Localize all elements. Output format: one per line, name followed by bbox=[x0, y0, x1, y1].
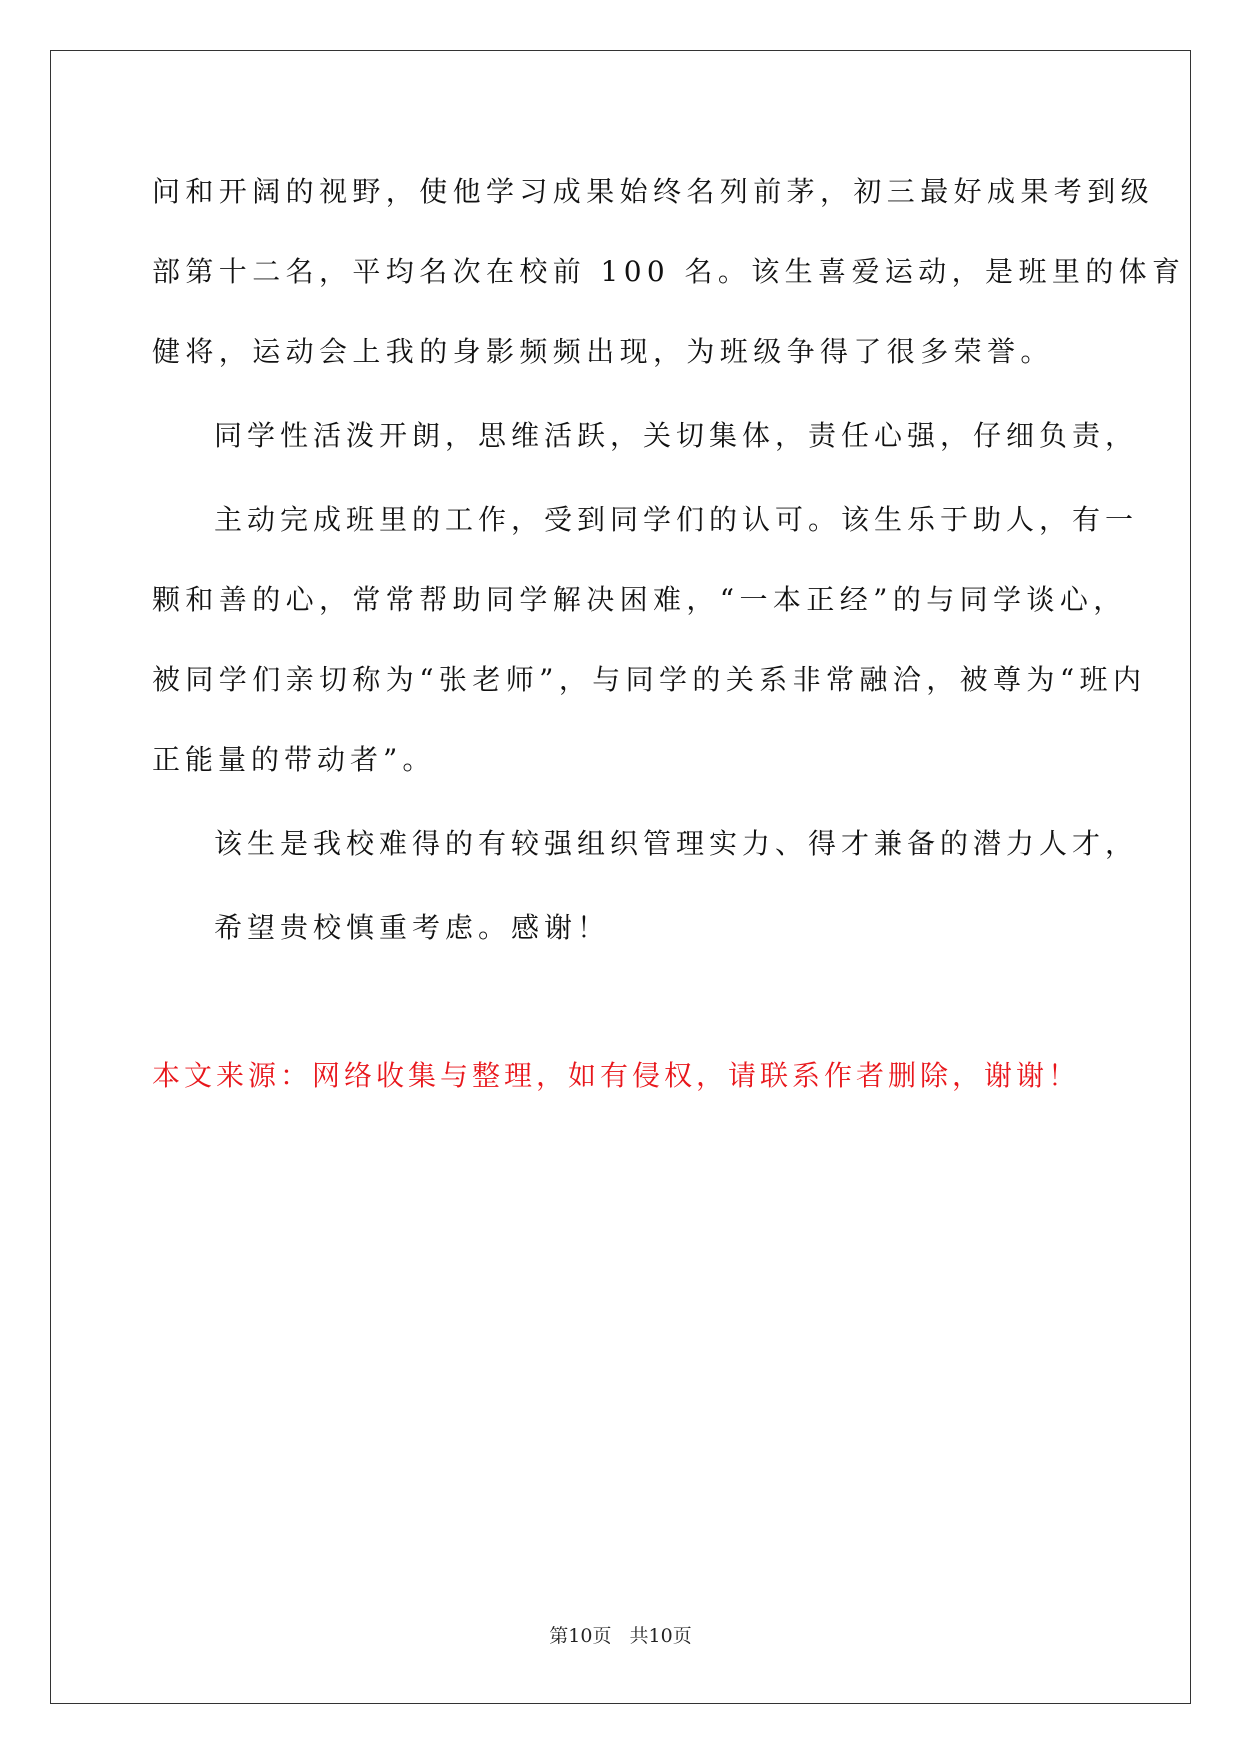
page-number-total: 共10页 bbox=[629, 1625, 692, 1647]
paragraph-line: 同学性活泼开朗，思维活跃，关切集体，责任心强，仔细负责， bbox=[214, 419, 1139, 452]
paragraph-line: 颗和善的心，常常帮助同学解决困难，“一本正经”的与同学谈心， bbox=[152, 583, 1127, 616]
page-border bbox=[50, 50, 1191, 1704]
page-number-current: 第10页 bbox=[549, 1625, 612, 1647]
source-disclaimer: 本文来源：网络收集与整理，如有侵权，请联系作者删除，谢谢！ bbox=[152, 1059, 1081, 1092]
paragraph-line: 主动完成班里的工作，受到同学们的认可。该生乐于助人，有一 bbox=[214, 503, 1139, 536]
paragraph-line: 正能量的带动者”。 bbox=[152, 743, 436, 776]
paragraph-line: 该生是我校难得的有较强组织管理实力、得才兼备的潜力人才， bbox=[214, 827, 1139, 860]
paragraph-line: 部第十二名，平均名次在校前 100 名。该生喜爱运动，是班里的体育 bbox=[152, 255, 1186, 288]
paragraph-line: 被同学们亲切称为“张老师”，与同学的关系非常融洽，被尊为“班内 bbox=[152, 663, 1147, 696]
page-footer bbox=[0, 1624, 1241, 1648]
paragraph-line: 问和开阔的视野，使他学习成果始终名列前茅，初三最好成果考到级 bbox=[152, 175, 1155, 208]
paragraph-line: 健将，运动会上我的身影频频出现，为班级争得了很多荣誉。 bbox=[152, 335, 1054, 368]
paragraph-line: 希望贵校慎重考虑。感谢！ bbox=[214, 911, 611, 944]
